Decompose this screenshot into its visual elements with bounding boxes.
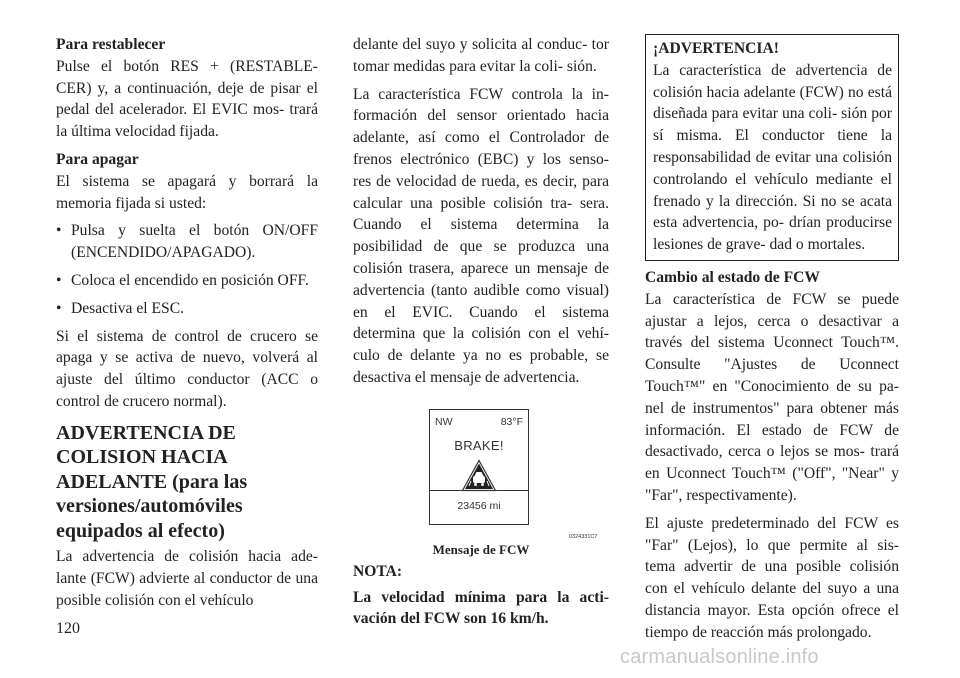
fcw-intro-paragraph: La advertencia de colisión hacia ade- lante (FCW) advierte al conductor de una posible colisión con el vehículo xyxy=(56,548,318,609)
note-label: NOTA: xyxy=(353,562,403,580)
off-conditions-list xyxy=(56,220,318,319)
section-title: ADVERTENCIA DE COLISION HACIA ADELANTE (para las versiones/automóviles equipados al efecto) xyxy=(56,421,248,542)
right-column xyxy=(645,34,899,644)
fcw-figure xyxy=(353,399,609,557)
display-divider xyxy=(430,490,528,491)
change-paragraph: La característica de FCW se puede ajustar a lejos, cerca o desactivar a través del sistema Uconnect Touch™. Consulte "Ajustes de Uconnect Touch™" en "Conocimiento de su pa- nel de instrumentos" para obtener más información. El estado de FCW de desactivado, cerca o lejos se mos- trará en Uconnect Touch™ ("Off", "Near" y "Far", respectivamente). xyxy=(645,290,899,504)
odometer: 23456 mi xyxy=(457,499,501,512)
middle-column xyxy=(353,34,609,630)
temperature: 83°F xyxy=(500,415,523,428)
bullet-icon: • xyxy=(56,271,62,289)
list-item-text: Coloca el encendido en posición OFF. xyxy=(71,271,309,289)
list-item xyxy=(56,220,318,264)
evic-display xyxy=(429,409,529,525)
left-column xyxy=(56,34,318,612)
brake-message: BRAKE! xyxy=(454,437,504,453)
fcw-monitor-paragraph: La característica FCW controla la in- formación del sensor orientado hacia adelante, así como el Controlador de frenos electrónico (EBC) y los senso- res de velocidad de rueda, es decir, para calcular una posible colisión tra- sera. Cuando el sistema determina la posibilidad de que se produzca una colisión trasera, aparece un mensaje de advertencia (tanto audible como visual) en el EVIC. Cuando el sistema determina que la colisión con el vehí- culo de delante ya no es probable, se desactiva el mensaje de advertencia. xyxy=(353,85,609,386)
warning-box xyxy=(645,34,899,261)
off-heading: Para apagar xyxy=(56,150,139,168)
list-item-text: Desactiva el ESC. xyxy=(71,299,185,317)
list-item xyxy=(56,298,318,320)
warning-title: ¡ADVERTENCIA! xyxy=(653,40,779,57)
default-paragraph: El ajuste predeterminado del FCW es "Far" (Lejos), lo que permite al sis- tema advertir de una posible colisión con el vehículo delante del suyo a una distancia mayor. Esta opción ofrece el tiempo de reacción más prolongado. xyxy=(645,514,899,641)
fcw-warning-icon xyxy=(461,459,497,492)
warning-text: La característica de advertencia de colisión hacia adelante (FCW) no está diseñada para evitar una coli- sión por sí misma. El conductor tiene la responsabilidad de evitar una colisión controlando el vehículo mediante el frenado y la dirección. Si no se acata esta advertencia, po- drían producirse lesiones de grave- dad o mortales. xyxy=(653,61,892,254)
list-item-text: Pulsa y suelta el botón ON/OFF (ENCENDIDO/APAGADO). xyxy=(71,222,318,262)
page-number: 120 xyxy=(56,620,80,637)
bullet-icon: • xyxy=(56,299,62,317)
figure-code: 0324331C7 xyxy=(569,533,598,540)
note-text: La velocidad mínima para la acti- vación del FCW son 16 km/h. xyxy=(353,588,609,628)
watermark: carmanualsonline.info xyxy=(620,646,819,668)
change-heading: Cambio al estado de FCW xyxy=(645,268,820,286)
figure-caption: Mensaje de FCW xyxy=(432,541,530,557)
compass-heading: NW xyxy=(435,415,453,428)
list-item xyxy=(56,270,318,292)
off-paragraph: El sistema se apagará y borrará la memoria fijada si usted: xyxy=(56,172,318,212)
bullet-icon: • xyxy=(56,222,62,240)
reset-paragraph: Pulse el botón RES + (RESTABLE- CER) y, a continuación, deje de pisar el pedal del acelerador. El EVIC mos- trará la última velocidad fijada. xyxy=(56,57,318,141)
cruise-paragraph: Si el sistema de control de crucero se apaga y se activa de nuevo, volverá al ajuste del último conductor (ACC o control de crucero normal). xyxy=(56,327,318,410)
reset-heading: Para restablecer xyxy=(56,36,166,53)
continued-paragraph: delante del suyo y solicita al conduc- tor tomar medidas para evitar la coli- sión. xyxy=(353,36,609,75)
